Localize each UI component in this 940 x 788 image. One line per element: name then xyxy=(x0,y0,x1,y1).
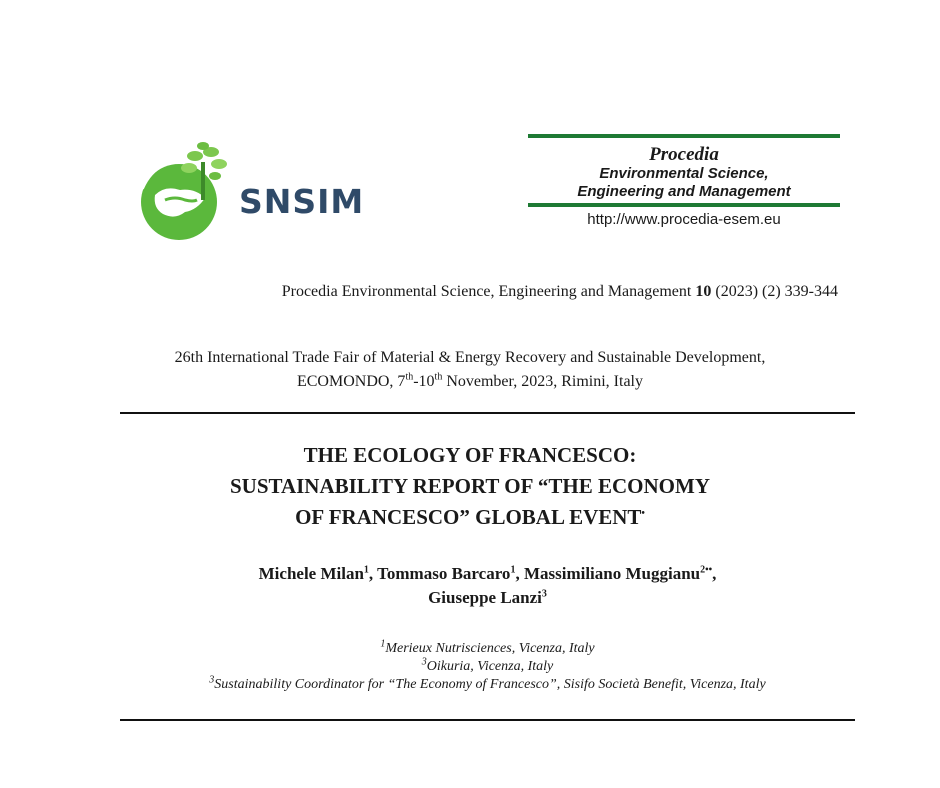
citation-volume: 10 xyxy=(695,283,712,300)
author-sep: , xyxy=(515,564,524,583)
citation-suffix: (2023) (2) 339-344 xyxy=(711,283,838,300)
journal-header xyxy=(528,134,840,228)
snsim-logo xyxy=(135,140,375,245)
author-sep: , xyxy=(368,564,378,583)
journal-subtitle-1: Environmental Science, xyxy=(599,165,769,182)
logo-name: SNSIM xyxy=(239,182,365,221)
author-list xyxy=(0,562,940,610)
conference-location: November, 2023, Rimini, Italy xyxy=(442,373,643,390)
journal-name: Procedia xyxy=(649,144,719,165)
conference-line-2 xyxy=(0,370,940,394)
conference-venue: ECOMONDO, 7 xyxy=(296,373,406,390)
author-line-2 xyxy=(0,586,940,610)
journal-bottom-bar xyxy=(528,203,840,207)
title-line-2: SUSTAINABILITY REPORT OF “THE ECONOMY xyxy=(229,474,710,498)
bottom-divider xyxy=(120,719,855,721)
author-name: Tommaso Barcaro xyxy=(377,564,511,583)
affiliation-text: Merieux Nutrisciences, Vicenza, Italy xyxy=(385,641,595,656)
affiliation-sup: 1 xyxy=(380,638,386,650)
citation-prefix: Procedia Environmental Science, Engineering and Management xyxy=(281,283,696,300)
affiliation-list xyxy=(0,640,940,694)
author-sup: 2•• xyxy=(700,564,713,576)
author-sep: , xyxy=(712,564,717,583)
author-name: Massimiliano Muggianu xyxy=(523,564,701,583)
affiliation-item xyxy=(0,676,940,694)
author-name: Giuseppe Lanzi xyxy=(428,588,542,607)
author-line-1 xyxy=(0,562,940,586)
paper-title xyxy=(0,440,940,533)
citation-line xyxy=(0,283,838,301)
affiliation-text: Oikuria, Vicenza, Italy xyxy=(426,659,554,674)
affiliation-item xyxy=(0,658,940,676)
affiliation-sup: 3 xyxy=(421,656,427,668)
conference-date-end: -10 xyxy=(413,373,435,390)
globe-tree-icon xyxy=(135,140,239,245)
affiliation-item xyxy=(0,640,940,658)
author-sup: 1 xyxy=(363,564,369,576)
author-sup: 1 xyxy=(510,564,516,576)
conference-info xyxy=(0,346,940,394)
affiliation-sup: 3 xyxy=(209,674,215,686)
title-line-3-text: OF FRANCESCO” GLOBAL EVENT xyxy=(295,505,642,529)
title-line-3 xyxy=(0,502,940,533)
journal-url[interactable]: http://www.procedia-esem.eu xyxy=(587,211,781,228)
title-footnote-mark: • xyxy=(641,508,645,519)
author-sup: 3 xyxy=(541,588,547,600)
title-line-1: THE ECOLOGY OF FRANCESCO: xyxy=(303,443,637,467)
conference-line-1: 26th International Trade Fair of Material & Energy Recovery and Sustainable Development, xyxy=(174,349,766,366)
conference-sup-2: th xyxy=(434,371,443,383)
author-name: Michele Milan xyxy=(258,564,364,583)
journal-subtitle-2: Engineering and Management xyxy=(577,183,791,200)
conference-sup-1: th xyxy=(405,371,414,383)
affiliation-text: Sustainability Coordinator for “The Economy of Francesco”, Sisifo Società Benefit, Vicenza, Italy xyxy=(214,677,766,692)
top-divider xyxy=(120,412,855,414)
journal-top-bar xyxy=(528,134,840,138)
